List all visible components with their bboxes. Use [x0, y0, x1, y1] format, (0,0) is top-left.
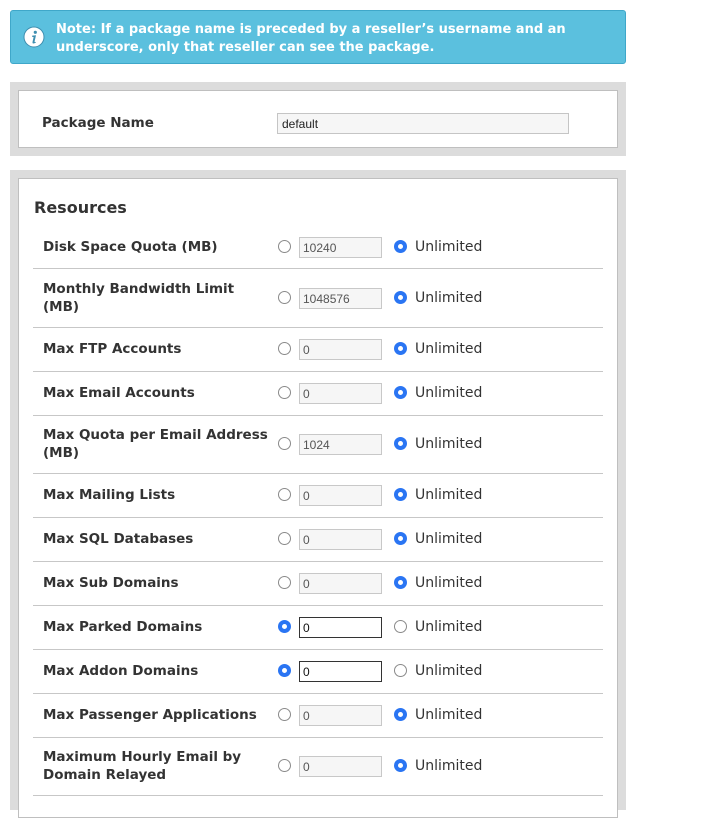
value-radio[interactable] [278, 386, 291, 399]
value-input[interactable] [299, 756, 382, 777]
unlimited-label: Unlimited [415, 290, 483, 306]
resource-label: Max Sub Domains [43, 575, 179, 591]
unlimited-radio[interactable] [394, 759, 407, 772]
value-radio[interactable] [278, 759, 291, 772]
value-radio[interactable] [278, 488, 291, 501]
package-name-input[interactable] [277, 113, 569, 134]
value-input[interactable] [299, 485, 382, 506]
resource-row-max-ftp-accounts [33, 327, 603, 372]
unlimited-radio[interactable] [394, 291, 407, 304]
resource-label: Max Mailing Lists [43, 487, 176, 503]
unlimited-label: Unlimited [415, 341, 483, 357]
resource-row-disk-space-quota-mb [33, 225, 603, 269]
unlimited-label: Unlimited [415, 707, 483, 723]
value-input[interactable] [299, 288, 382, 309]
unlimited-label: Unlimited [415, 758, 483, 774]
value-radio[interactable] [278, 576, 291, 589]
unlimited-label: Unlimited [415, 239, 483, 255]
unlimited-radio[interactable] [394, 240, 407, 253]
value-radio[interactable] [278, 342, 291, 355]
resource-label: Max Passenger Applications [43, 707, 257, 723]
resources-title: Resources [34, 198, 127, 217]
note-callout [10, 10, 626, 64]
unlimited-radio[interactable] [394, 532, 407, 545]
unlimited-radio[interactable] [394, 386, 407, 399]
package-name-panel [10, 82, 626, 156]
value-radio[interactable] [278, 620, 291, 633]
value-input[interactable] [299, 383, 382, 404]
value-input[interactable] [299, 617, 382, 638]
unlimited-label: Unlimited [415, 619, 483, 635]
value-radio[interactable] [278, 532, 291, 545]
unlimited-label: Unlimited [415, 575, 483, 591]
resource-row-maximum-hourly-email-by-domain-relayed [33, 737, 603, 796]
value-radio[interactable] [278, 291, 291, 304]
unlimited-label: Unlimited [415, 487, 483, 503]
unlimited-radio[interactable] [394, 437, 407, 450]
value-radio[interactable] [278, 437, 291, 450]
unlimited-radio[interactable] [394, 708, 407, 721]
note-text: Note: If a package name is preceded by a reseller’s username and an underscore, only that reseller can see the package. [56, 22, 566, 55]
unlimited-label: Unlimited [415, 531, 483, 547]
value-input[interactable] [299, 661, 382, 682]
resource-row-max-quota-per-email-address-mb [33, 415, 603, 474]
resource-row-max-sub-domains [33, 561, 603, 606]
resource-row-max-email-accounts [33, 371, 603, 416]
unlimited-radio[interactable] [394, 664, 407, 677]
resource-row-max-addon-domains [33, 649, 603, 694]
resources-panel [10, 170, 626, 810]
resource-label: Max SQL Databases [43, 531, 194, 547]
resource-row-max-mailing-lists [33, 473, 603, 518]
unlimited-label: Unlimited [415, 663, 483, 679]
value-input[interactable] [299, 529, 382, 550]
resource-label: Max Email Accounts [43, 385, 195, 401]
value-radio[interactable] [278, 664, 291, 677]
package-name-box [18, 90, 618, 148]
resource-row-monthly-bandwidth-limit-mb [33, 269, 603, 328]
resource-label: Max FTP Accounts [43, 341, 182, 357]
value-input[interactable] [299, 705, 382, 726]
value-input[interactable] [299, 339, 382, 360]
resource-label: Max Parked Domains [43, 619, 203, 635]
value-radio[interactable] [278, 240, 291, 253]
resource-label: Max Quota per Email Address (MB) [43, 427, 268, 461]
value-input[interactable] [299, 573, 382, 594]
resource-label: Disk Space Quota (MB) [43, 239, 218, 255]
resource-row-max-sql-databases [33, 517, 603, 562]
resource-row-max-parked-domains [33, 605, 603, 650]
package-name-label: Package Name [42, 115, 154, 131]
resource-label: Monthly Bandwidth Limit (MB) [43, 281, 235, 315]
unlimited-label: Unlimited [415, 385, 483, 401]
unlimited-label: Unlimited [415, 436, 483, 452]
unlimited-radio[interactable] [394, 576, 407, 589]
unlimited-radio[interactable] [394, 488, 407, 501]
resource-label: Maximum Hourly Email by Domain Relayed [43, 749, 242, 783]
resource-row-max-passenger-applications [33, 693, 603, 738]
value-input[interactable] [299, 237, 382, 258]
value-input[interactable] [299, 434, 382, 455]
unlimited-radio[interactable] [394, 620, 407, 633]
resource-label: Max Addon Domains [43, 663, 199, 679]
info-icon [23, 26, 45, 48]
value-radio[interactable] [278, 708, 291, 721]
resources-box [18, 178, 618, 818]
unlimited-radio[interactable] [394, 342, 407, 355]
